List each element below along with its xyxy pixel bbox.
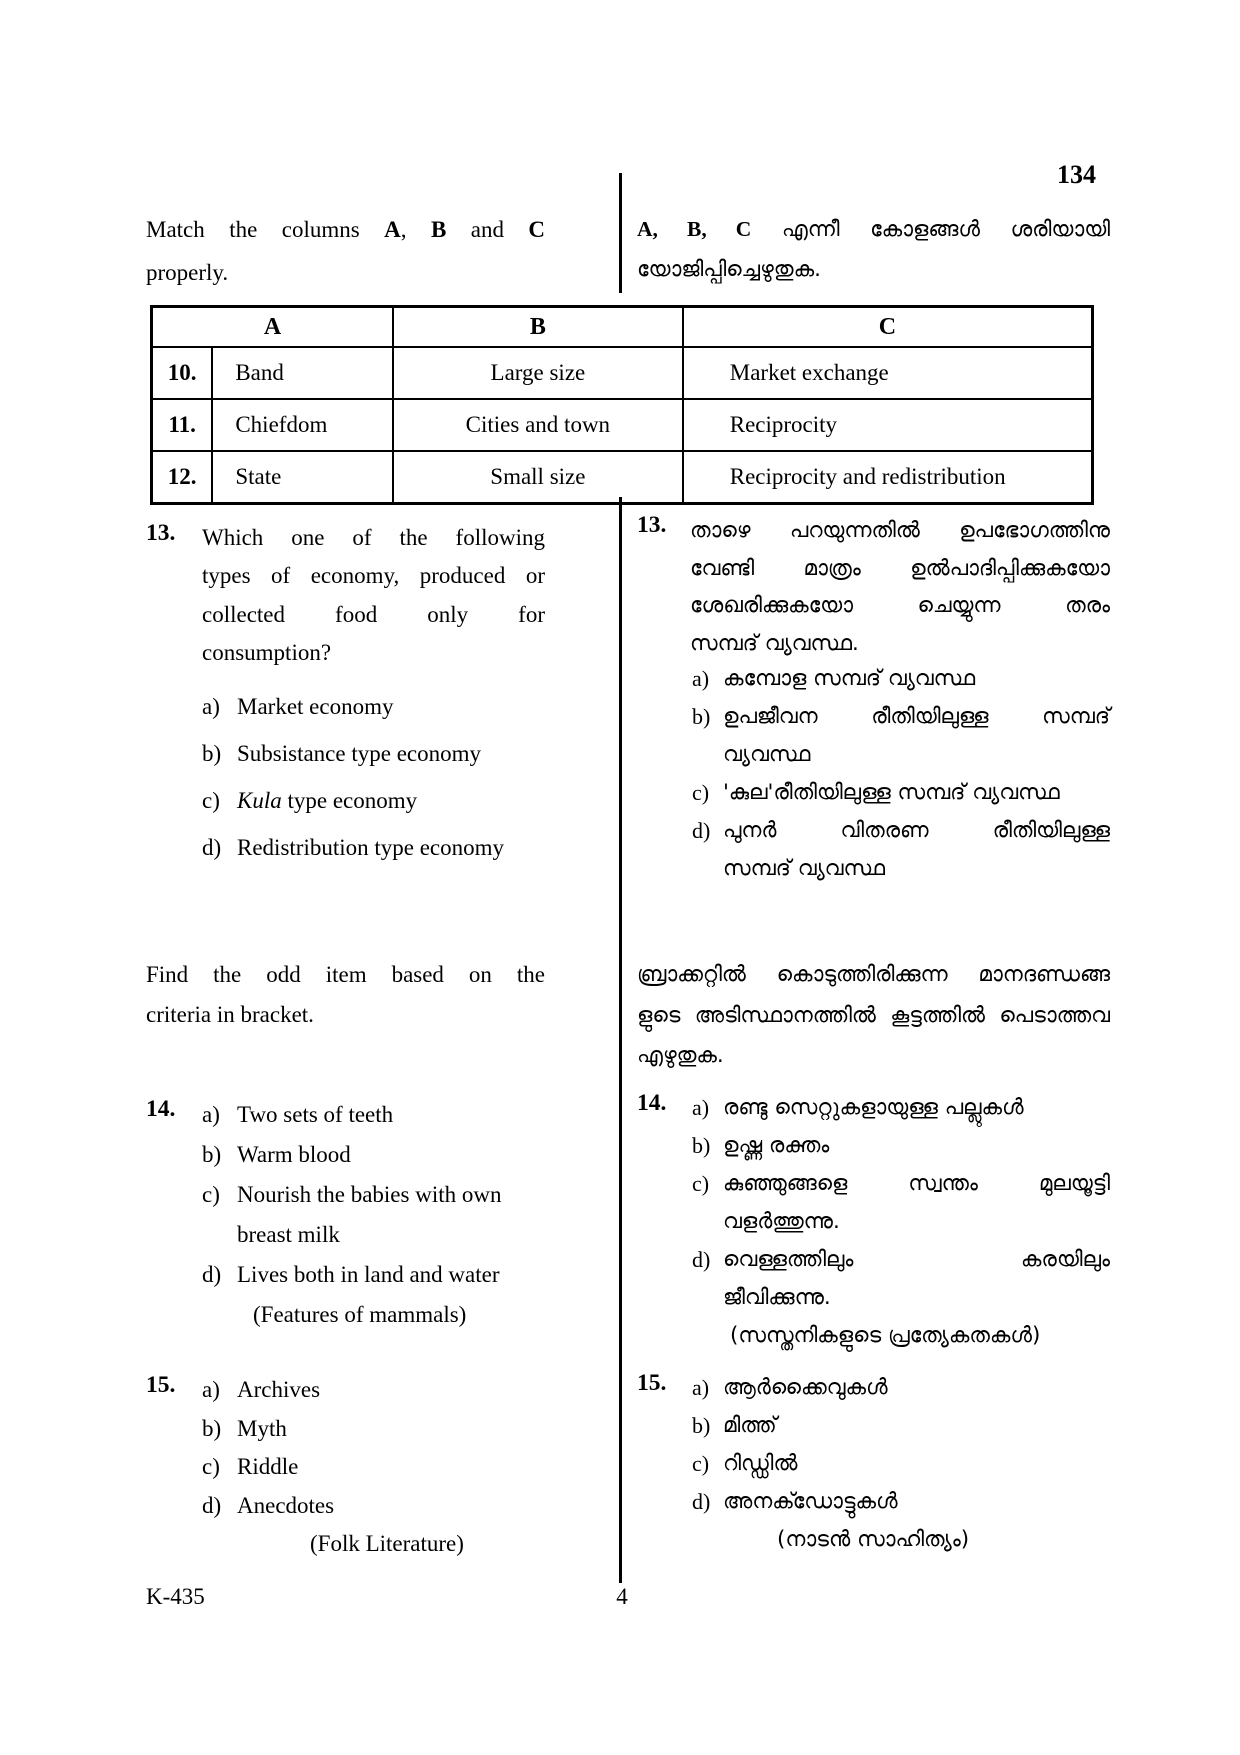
option-c — [202, 1175, 545, 1255]
column-divider-main — [619, 497, 622, 1583]
find-odd-ml-line: എഴുതുക. — [637, 1043, 724, 1068]
table-row — [152, 347, 1093, 399]
option-text: Two sets of teeth — [237, 1102, 394, 1127]
option-text: 'കുല'രീതിയിലുള്ള സമ്പദ് വ്യവസ്ഥ — [723, 780, 1060, 805]
q15-bracket-en: (Folk Literature) — [310, 1531, 464, 1556]
q13-number-en: 13. — [146, 520, 176, 546]
option-letter: c) — [692, 780, 710, 805]
option-letter: b) — [202, 741, 222, 766]
option-d — [692, 812, 1110, 888]
option-text: Nourish the babies with own breast milk — [237, 1182, 502, 1247]
option-letter: a) — [692, 666, 710, 691]
q15-options-ml — [692, 1369, 1110, 1559]
find-odd-en-line: Find the odd item based on the — [146, 962, 545, 987]
option-letter: d) — [692, 1247, 711, 1272]
option-c — [692, 1445, 1110, 1483]
option-d — [202, 1255, 545, 1295]
option-b — [692, 698, 1110, 774]
option-letter: b) — [692, 1413, 711, 1438]
table-header-a: A — [152, 307, 394, 348]
option-letter: d) — [202, 1262, 222, 1287]
match-table — [150, 305, 1094, 505]
cell-a: Chiefdom — [212, 399, 393, 451]
q13-number-ml: 13. — [637, 512, 667, 538]
q13-en-line: types of economy, produced or — [202, 563, 545, 589]
q15-number-en: 15. — [146, 1372, 176, 1398]
footer-paper-code: K-435 — [146, 1584, 205, 1609]
option-a — [202, 683, 545, 730]
option-text: ഉഷ്ണ രക്തം — [723, 1133, 830, 1158]
option-letter: d) — [692, 818, 711, 843]
option-b — [202, 730, 545, 777]
match-instruction-ml — [637, 209, 1110, 290]
option-text: മിത്ത് — [723, 1413, 777, 1438]
cell-c: Reciprocity and redistribution — [683, 451, 1093, 504]
option-letter: b) — [692, 704, 711, 729]
option-a — [202, 1371, 545, 1410]
option-text: കുഞ്ഞുങ്ങളെ സ്വന്തം മുലയൂട്ടി വളർത്തുന്നു. — [723, 1171, 1110, 1234]
q14-number-en: 14. — [146, 1096, 176, 1122]
q13-en-line: collected food only for — [202, 601, 545, 627]
table-header-b: B — [393, 307, 683, 348]
option-letter: c) — [692, 1171, 710, 1196]
option-letter: a) — [202, 1102, 220, 1127]
option-c — [202, 1448, 545, 1487]
table-row — [152, 451, 1093, 504]
q13-en-line: consumption? — [202, 639, 332, 665]
find-odd-instruction-ml — [637, 955, 1110, 1077]
match-instruction-en — [146, 208, 545, 294]
option-text: Riddle — [237, 1454, 299, 1479]
find-odd-ml-line: ബ്രാക്കറ്റിൽ കൊടുത്തിരിക്കുന്ന മാനദണ്ഡങ്ങ — [637, 962, 1110, 987]
option-letter: b) — [692, 1133, 711, 1158]
option-text: പുനർ വിതരണ രീതിയിലുള്ള സമ്പദ് വ്യവസ്ഥ — [723, 818, 1110, 881]
option-text: അനക്ഡോട്ടുകൾ — [723, 1489, 898, 1514]
find-odd-ml-line: ളുടെ അടിസ്ഥാനത്തിൽ കൂട്ടത്തിൽ പെടാത്തവ — [637, 1002, 1110, 1028]
q14-bracket-en: (Features of mammals) — [253, 1302, 467, 1327]
option-letter: b) — [202, 1415, 222, 1441]
cell-b: Cities and town — [393, 399, 683, 451]
q13-question-ml — [690, 512, 1110, 662]
option-text: Kula type economy — [237, 788, 418, 813]
match-instruction-en-line1: Match the columns A, B and C — [146, 217, 546, 242]
option-b — [692, 1407, 1110, 1445]
q14-number-ml: 14. — [637, 1090, 667, 1116]
option-text: Archives — [237, 1377, 321, 1402]
option-d — [692, 1241, 1110, 1317]
row-number: 12. — [152, 451, 213, 504]
option-letter: a) — [202, 1377, 220, 1402]
find-odd-instruction-en — [146, 955, 545, 1035]
option-d — [202, 1487, 545, 1526]
q13-ml-line: താഴെ പറയുന്നതിൽ ഉപഭോഗത്തിനു — [690, 518, 1110, 543]
option-text: വെള്ളത്തിലും കരയിലും ജീവിക്കുന്നു. — [723, 1247, 1110, 1310]
option-letter: a) — [202, 694, 220, 719]
cell-a: State — [212, 451, 393, 504]
option-text: Lives both in land and water — [237, 1262, 500, 1287]
cell-c: Reciprocity — [683, 399, 1093, 451]
option-d — [692, 1483, 1110, 1521]
match-instruction-en-line2: properly. — [146, 260, 229, 285]
option-letter: c) — [692, 1451, 710, 1476]
option-b — [692, 1127, 1110, 1165]
option-text: ആർക്കൈവുകൾ — [723, 1375, 888, 1400]
option-text: Warm blood — [237, 1142, 351, 1167]
option-c — [692, 1165, 1110, 1241]
option-letter: c) — [202, 1454, 220, 1479]
option-text: രണ്ടു സെറ്റുകളായുള്ള പല്ലുകൾ — [723, 1095, 1024, 1120]
q14-bracket-ml: (സസ്തനികളുടെ പ്രത്യേകതകൾ) — [730, 1323, 1041, 1348]
q13-options-ml — [692, 660, 1110, 888]
option-text: ഉപജീവന രീതിയിലുള്ള സമ്പദ് വ്യവസ്ഥ — [723, 704, 1110, 767]
option-letter: d) — [692, 1489, 711, 1514]
page-number: 134 — [1057, 160, 1096, 189]
option-letter: a) — [692, 1375, 710, 1400]
q15-options-en — [202, 1371, 545, 1564]
option-text: കമ്പോള സമ്പദ് വ്യവസ്ഥ — [723, 666, 976, 691]
option-letter: a) — [692, 1095, 710, 1120]
cell-a: Band — [212, 347, 393, 399]
cell-b: Small size — [393, 451, 683, 504]
find-odd-en-line: criteria in bracket. — [146, 1002, 314, 1027]
match-instruction-ml-line1: A, B, C എന്നീ കോളങ്ങൾ ശരിയായി — [637, 217, 1110, 242]
option-b — [202, 1410, 545, 1449]
option-a — [692, 660, 1110, 698]
option-a — [692, 1089, 1110, 1127]
q13-options-en — [202, 683, 545, 871]
q15-number-ml: 15. — [637, 1370, 667, 1396]
option-c — [202, 777, 545, 824]
table-row — [152, 399, 1093, 451]
option-b — [202, 1135, 545, 1175]
option-a — [692, 1369, 1110, 1407]
option-letter: d) — [202, 1492, 222, 1518]
q14-options-ml — [692, 1089, 1110, 1355]
table-header-row — [152, 307, 1093, 348]
q13-ml-line: സമ്പദ് വ്യവസ്ഥ. — [690, 630, 859, 656]
option-text: Subsistance type economy — [237, 741, 482, 766]
q13-ml-line: ശേഖരിക്കുകയോ ചെയ്യുന്ന തരം — [690, 593, 1110, 618]
option-text: Redistribution type economy — [237, 835, 505, 860]
row-number: 10. — [152, 347, 213, 399]
option-a — [202, 1095, 545, 1135]
option-text: Market economy — [237, 694, 394, 719]
option-d — [202, 824, 545, 871]
q13-ml-line: വേണ്ടി മാത്രം ഉൽപാദിപ്പിക്കുകയോ — [690, 555, 1110, 581]
option-letter: c) — [202, 1182, 220, 1207]
table-header-c: C — [683, 307, 1093, 348]
footer-page-number: 4 — [616, 1584, 628, 1609]
option-text: റിഡ്ഡിൽ — [723, 1451, 798, 1476]
q15-bracket-ml: (നാടൻ സാഹിത്യം) — [777, 1527, 970, 1552]
option-letter: d) — [202, 835, 222, 860]
match-instruction-ml-line2: യോജിപ്പിച്ചെഴുതുക. — [637, 257, 821, 282]
cell-b: Large size — [393, 347, 683, 399]
option-letter: b) — [202, 1142, 222, 1167]
option-c — [692, 774, 1110, 812]
q13-question-en — [202, 519, 545, 672]
row-number: 11. — [152, 399, 213, 451]
cell-c: Market exchange — [683, 347, 1093, 399]
option-letter: c) — [202, 788, 220, 813]
option-text: Myth — [237, 1415, 287, 1441]
q14-options-en — [202, 1095, 545, 1335]
q13-en-line: Which one of the following — [202, 525, 545, 550]
option-text: Anecdotes — [237, 1492, 335, 1518]
column-divider-top — [619, 173, 622, 293]
